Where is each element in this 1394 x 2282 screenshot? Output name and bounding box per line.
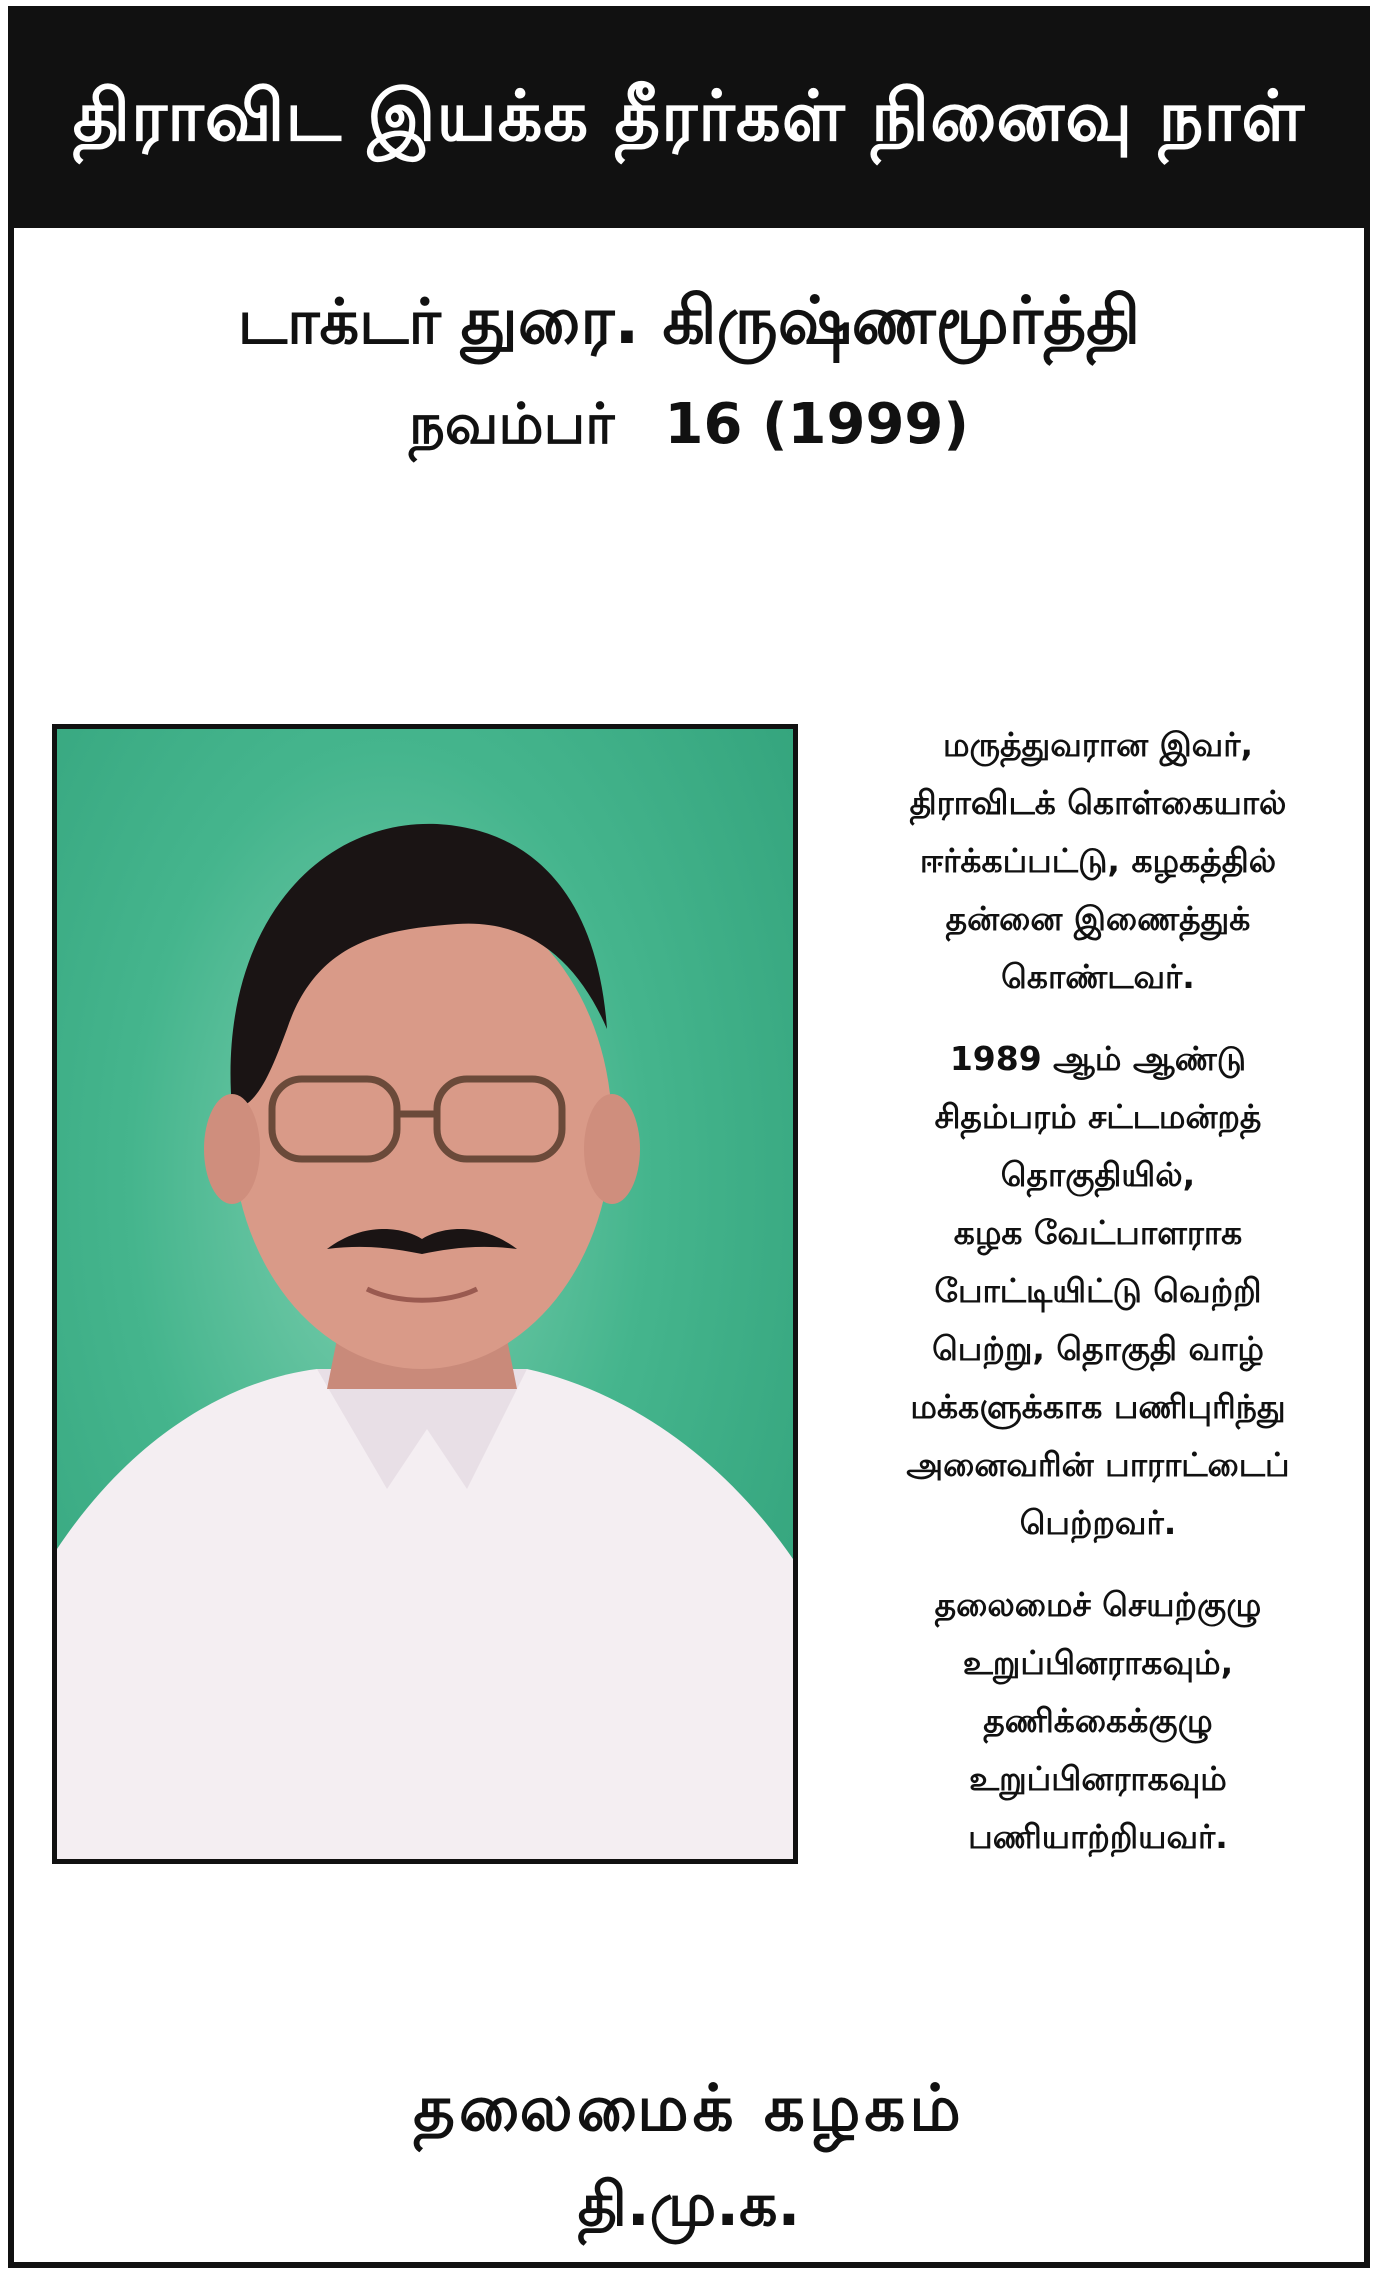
bio-line: போட்டியிட்டு வெற்றி (934, 1271, 1262, 1310)
footer-party: தி.மு.க. (577, 2170, 801, 2240)
bio-line: மக்களுக்காக பணிபுரிந்து (910, 1387, 1286, 1426)
bio-line: பெற்றவர். (1019, 1503, 1177, 1542)
bio-line: திராவிடக் கொள்கையால் (909, 783, 1287, 822)
portrait-photo-icon (57, 729, 793, 1859)
banner-title: திராவிட இயக்க தீரர்கள் நினைவு நாள் (72, 74, 1306, 157)
person-name-line (14, 282, 1364, 368)
memorial-date (14, 392, 1364, 464)
portrait-photo (52, 724, 798, 1864)
bio-line: கழக வேட்பாளராக (953, 1213, 1243, 1252)
memorial-card (8, 6, 1370, 2268)
bio-paragraph-2 (830, 1030, 1366, 1552)
bio-line: உறுப்பினராகவும், (962, 1643, 1234, 1682)
bio-line: 1989 ஆம் ஆண்டு (949, 1039, 1247, 1078)
bio-line: தொகுதியில், (1000, 1155, 1196, 1194)
bio-line: பணியாற்றியவர். (968, 1817, 1228, 1856)
bio-line: தணிக்கைக்குழு (983, 1701, 1213, 1740)
date-value: 16 (1999) (664, 392, 969, 457)
banner (14, 12, 1364, 228)
bio-line: ஈர்க்கப்பட்டு, கழகத்தில் (919, 841, 1277, 880)
bio-line: மருத்துவரான இவர், (942, 725, 1254, 764)
bio-line: தன்னை இணைத்துக் (945, 899, 1251, 938)
bio-line: பெற்று, தொகுதி வாழ் (932, 1329, 1264, 1368)
name-prefix: டாக்டர் (237, 285, 441, 358)
biography (830, 716, 1366, 1890)
footer-organization: தலைமைக் கழகம் (413, 2072, 965, 2146)
bio-line: அனைவரின் பாராட்டைப் (906, 1445, 1290, 1484)
person-name: துரை. கிருஷ்ணமூர்த்தி (460, 282, 1141, 359)
bio-paragraph-3 (830, 1576, 1366, 1866)
bio-line: தலைமைச் செயற்குழு (934, 1585, 1262, 1624)
bio-line: கொண்டவர். (1001, 957, 1195, 996)
date-month: நவம்பர் (409, 392, 615, 457)
bio-line: சிதம்பரம் சட்டமன்றத் (934, 1097, 1262, 1136)
bio-paragraph-1 (830, 716, 1366, 1006)
bio-line: உறுப்பினராகவும் (969, 1759, 1227, 1798)
